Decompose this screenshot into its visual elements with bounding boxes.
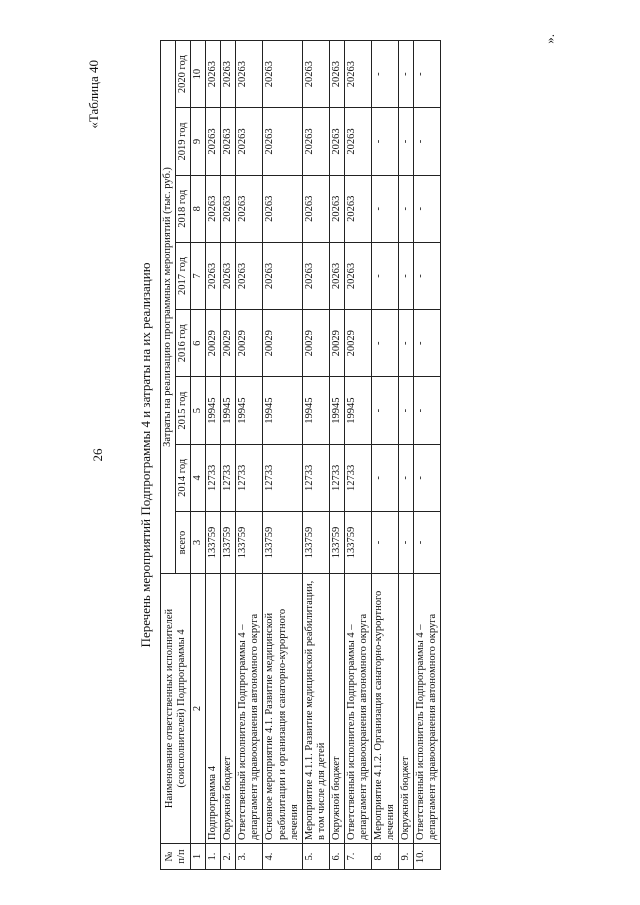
year-cell: 20263: [302, 175, 329, 242]
year-cell: -: [399, 41, 414, 108]
row-name: Окружной бюджет: [221, 574, 236, 844]
total-cell: 133759: [302, 512, 329, 574]
year-cell: 19945: [344, 377, 371, 444]
col-number: 8: [191, 175, 206, 242]
row-name: Основное мероприятие 4.1. Развитие медицинской реабилитации и организация санаторно-курортного лечения: [263, 574, 302, 844]
table-row: [344, 41, 371, 870]
total-cell: 133759: [206, 512, 221, 574]
row-number: 10.: [414, 844, 441, 870]
measures-table: [160, 40, 441, 870]
row-number: 7.: [344, 844, 371, 870]
year-cell: -: [414, 377, 441, 444]
table-row: [371, 41, 398, 870]
year-cell: 12733: [263, 444, 302, 511]
year-cell: 20263: [221, 41, 236, 108]
row-number: 1.: [206, 844, 221, 870]
col-number: 2: [191, 574, 206, 844]
year-cell: -: [399, 377, 414, 444]
col-number: 9: [191, 108, 206, 175]
table-label: «Таблица 40: [86, 60, 101, 129]
year-cell: 20263: [221, 175, 236, 242]
year-cell: 19945: [206, 377, 221, 444]
year-cell: 20263: [206, 108, 221, 175]
year-cell: 12733: [302, 444, 329, 511]
year-cell: 12733: [344, 444, 371, 511]
year-cell: -: [371, 108, 398, 175]
year-cell: 12733: [221, 444, 236, 511]
col-number: 3: [191, 512, 206, 574]
year-cell: 20263: [236, 41, 263, 108]
year-cell: -: [399, 175, 414, 242]
year-cell: 12733: [206, 444, 221, 511]
total-cell: 133759: [344, 512, 371, 574]
year-cell: -: [371, 41, 398, 108]
table-row: [302, 41, 329, 870]
year-cell: 20263: [302, 108, 329, 175]
year-cell: 20263: [206, 175, 221, 242]
col-number: 10: [191, 41, 206, 108]
year-cell: 20263: [263, 175, 302, 242]
year-cell: -: [371, 310, 398, 377]
total-cell: 133759: [221, 512, 236, 574]
row-name: Окружной бюджет: [399, 574, 414, 844]
rotated-page: [80, 30, 560, 880]
year-cell: -: [371, 242, 398, 309]
year-cell: 20263: [221, 108, 236, 175]
year-cell: 20263: [329, 41, 344, 108]
total-cell: -: [371, 512, 398, 574]
year-cell: 20029: [236, 310, 263, 377]
row-number: 3.: [236, 844, 263, 870]
total-cell: -: [414, 512, 441, 574]
row-name: Ответственный исполнитель Подпрограммы 4 – департамент здравоохранения автономного округа: [236, 574, 263, 844]
year-cell: 20029: [344, 310, 371, 377]
year-cell: 19945: [329, 377, 344, 444]
total-cell: -: [399, 512, 414, 574]
header-year: 2014 год: [176, 444, 191, 511]
year-cell: 20263: [344, 242, 371, 309]
year-cell: 20263: [263, 108, 302, 175]
year-cell: -: [414, 41, 441, 108]
page-number: 26: [90, 448, 105, 462]
year-cell: 20263: [236, 242, 263, 309]
year-cell: -: [371, 175, 398, 242]
year-cell: 20029: [221, 310, 236, 377]
year-cell: -: [399, 242, 414, 309]
col-number: 4: [191, 444, 206, 511]
header-name: Наименование ответственных исполнителей (соисполнителей) Подпрограммы 4: [161, 574, 191, 844]
year-cell: -: [414, 310, 441, 377]
header-year: 2019 год: [176, 108, 191, 175]
year-cell: 20263: [206, 242, 221, 309]
year-cell: 20029: [206, 310, 221, 377]
table-row: [236, 41, 263, 870]
page-title: Перечень мероприятий Подпрограммы 4 и затраты на их реализацию: [138, 262, 153, 648]
row-number: 9.: [399, 844, 414, 870]
year-cell: 20263: [263, 242, 302, 309]
year-cell: 20029: [302, 310, 329, 377]
year-cell: -: [414, 108, 441, 175]
row-number: 5.: [302, 844, 329, 870]
header-year: 2017 год: [176, 242, 191, 309]
header-year: 2018 год: [176, 175, 191, 242]
year-cell: 20263: [236, 108, 263, 175]
year-cell: 20263: [221, 242, 236, 309]
total-cell: 133759: [329, 512, 344, 574]
table-row: [206, 41, 221, 870]
row-name: Ответственный исполнитель Подпрограммы 4 – департамент здравоохранения автономного округа: [344, 574, 371, 844]
year-cell: 20263: [302, 41, 329, 108]
table-row: [399, 41, 414, 870]
header-row-1: [161, 41, 176, 870]
row-number: 4.: [263, 844, 302, 870]
row-name: Мероприятие 4.1.1. Развитие медицинской реабилитации, в том числе для детей: [302, 574, 329, 844]
row-name: Окружной бюджет: [329, 574, 344, 844]
year-cell: -: [414, 444, 441, 511]
col-number: 7: [191, 242, 206, 309]
row-number: 2.: [221, 844, 236, 870]
year-cell: -: [399, 444, 414, 511]
column-number-row: [191, 41, 206, 870]
year-cell: 20263: [329, 175, 344, 242]
year-cell: -: [371, 444, 398, 511]
year-cell: 20263: [329, 242, 344, 309]
col-number: 6: [191, 310, 206, 377]
year-cell: -: [414, 175, 441, 242]
year-cell: 20263: [344, 175, 371, 242]
table-row: [414, 41, 441, 870]
table-row: [221, 41, 236, 870]
row-name: Ответственный исполнитель Подпрограммы 4 – департамент здравоохранения автономного округа: [414, 574, 441, 844]
year-cell: 20263: [206, 41, 221, 108]
table-row: [329, 41, 344, 870]
year-cell: 19945: [236, 377, 263, 444]
year-cell: 20263: [236, 175, 263, 242]
header-year: 2015 год: [176, 377, 191, 444]
year-cell: 12733: [236, 444, 263, 511]
year-cell: 20263: [329, 108, 344, 175]
closing-mark: ».: [542, 34, 557, 44]
header-total: всего: [176, 512, 191, 574]
header-num: № п/п: [161, 844, 191, 870]
year-cell: 20263: [302, 242, 329, 309]
year-cell: 20263: [344, 41, 371, 108]
year-cell: 20029: [263, 310, 302, 377]
year-cell: 20263: [263, 41, 302, 108]
year-cell: -: [399, 108, 414, 175]
table-row: [263, 41, 302, 870]
year-cell: 19945: [302, 377, 329, 444]
header-year: 2020 год: [176, 41, 191, 108]
header-year: 2016 год: [176, 310, 191, 377]
year-cell: -: [414, 242, 441, 309]
col-number: 1: [191, 844, 206, 870]
header-costs: Затраты на реализацию программных мероприятий (тыс. руб.): [161, 41, 176, 574]
row-name: Подпрограмма 4: [206, 574, 221, 844]
year-cell: 20263: [344, 108, 371, 175]
row-number: 6.: [329, 844, 344, 870]
total-cell: 133759: [236, 512, 263, 574]
row-number: 8.: [371, 844, 398, 870]
year-cell: 12733: [329, 444, 344, 511]
year-cell: 20029: [329, 310, 344, 377]
total-cell: 133759: [263, 512, 302, 574]
row-name: Мероприятие 4.1.2. Организация санаторно-курортного лечения: [371, 574, 398, 844]
year-cell: 19945: [221, 377, 236, 444]
year-cell: -: [399, 310, 414, 377]
col-number: 5: [191, 377, 206, 444]
year-cell: 19945: [263, 377, 302, 444]
year-cell: -: [371, 377, 398, 444]
